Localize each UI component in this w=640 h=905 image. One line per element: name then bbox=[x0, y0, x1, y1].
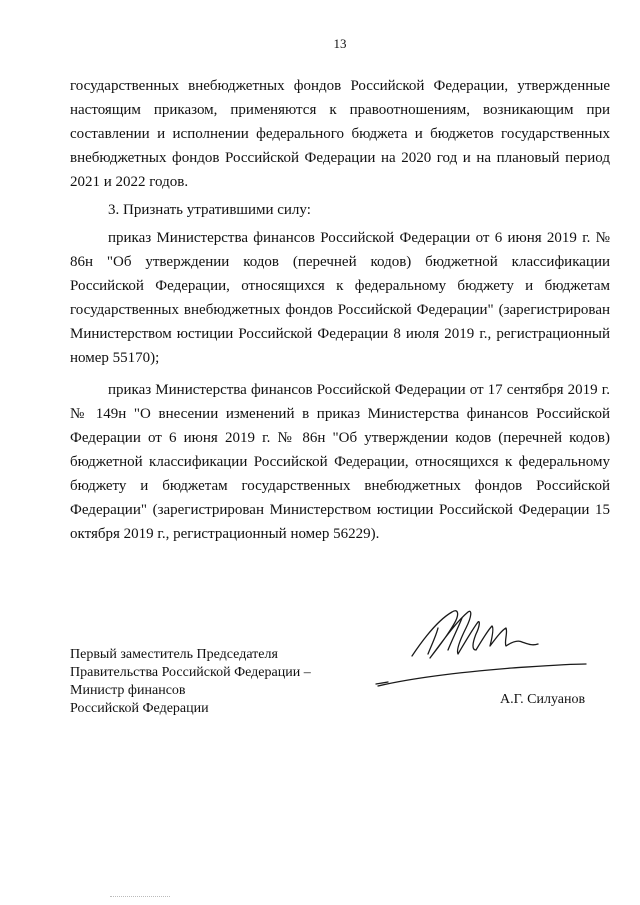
signatory-position-line: Российской Федерации bbox=[70, 701, 209, 716]
signatory-position-line: Правительства Российской Федерации – bbox=[70, 665, 311, 680]
signatory-position-line: Первый заместитель Председателя bbox=[70, 647, 278, 662]
paragraph-repealed-order-149n: приказ Министерства финансов Российской Федерации от 17 сентября 2019 г. № 149н "О внесении изменений в приказ Министерства финансов Российской Федерации от 6 июня 2019 г. № 86н "Об утверждении кодов (перечней кодов) бюджетной классификации Российской Федерации, относящихся к федеральному бюджету и бюджетам государственных внебюджетных фондов Российской Федерации" (зарегистрирован Министерством юстиции Российской Федерации 15 октября 2019 г., регистрационный номер 56229). bbox=[70, 382, 610, 542]
page-number: 13 bbox=[333, 36, 347, 51]
signatory-name: А.Г. Силуанов bbox=[500, 692, 586, 707]
signatory-position-line: Министр финансов bbox=[70, 683, 186, 698]
handwritten-signature bbox=[372, 598, 592, 693]
paragraph-repealed-order-86n: приказ Министерства финансов Российской Федерации от 6 июня 2019 г. № 86н "Об утверждении кодов (перечней кодов) бюджетной классификации Российской Федерации, относящихся к федеральному бюджету и бюджетам государственных внебюджетных фондов Российской Федерации" (зарегистрирован Министерством юстиции Российской Федерации 8 июля 2019 г., регистрационный номер 55170); bbox=[70, 230, 610, 366]
scan-artifact-line bbox=[110, 896, 170, 898]
paragraph-continuation: государственных внебюджетных фондов Российской Федерации, утвержденные настоящим приказом, применяются к правоотношениям, возникающим при составлении и исполнении федерального бюджета и бюджетов государственных внебюджетных фондов Российской Федерации на 2020 год и на плановый период 2021 и 2022 годов. bbox=[70, 78, 610, 190]
document-body bbox=[70, 74, 610, 554]
signatory-position bbox=[70, 646, 311, 718]
paragraph-item-3: 3. Признать утратившими силу: bbox=[108, 202, 311, 218]
